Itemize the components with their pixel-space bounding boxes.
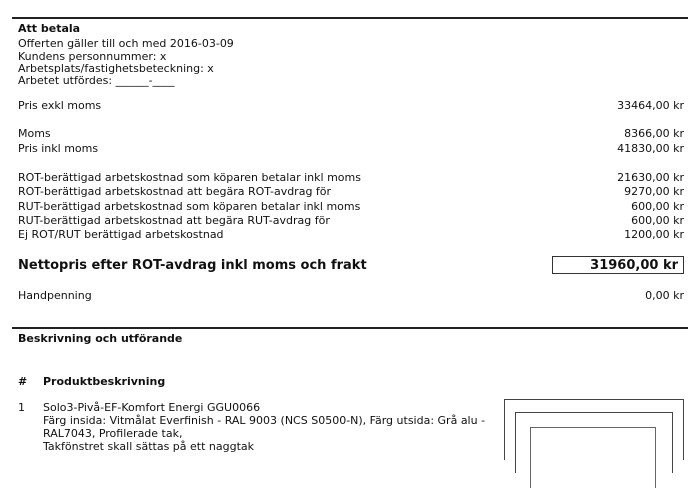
netto-total-value: 31960,00 kr: [590, 258, 678, 273]
handpenning-value: 0,00 kr: [645, 289, 684, 302]
personnummer-line: Kundens personnummer: x: [18, 50, 167, 63]
price-row-value: 9270,00 kr: [624, 185, 684, 198]
price-row-label: Pris inkl moms: [18, 142, 99, 155]
price-row-label: Moms: [18, 127, 51, 140]
price-row-value: 600,00 kr: [631, 200, 684, 213]
window-drawing-frame: [515, 412, 673, 473]
payment-heading: Att betala: [18, 22, 81, 35]
handpenning-label: Handpenning: [18, 289, 92, 302]
window-drawing-thumbnail: [504, 399, 684, 460]
price-row-label: Pris exkl moms: [18, 99, 102, 112]
col-product-header: Produktbeskrivning: [43, 375, 166, 388]
price-row-label: ROT-berättigad arbetskostnad som köparen betalar inkl moms: [18, 171, 361, 184]
price-row-value: 1200,00 kr: [624, 228, 684, 241]
price-row-label: Ej ROT/RUT berättigad arbetskostnad: [18, 228, 224, 241]
netto-total-box: [552, 256, 684, 274]
section-rule: [12, 327, 688, 329]
price-row-value: 21630,00 kr: [617, 171, 684, 184]
arbetet-utfordes-line: Arbetet utfördes: ______-____: [18, 74, 175, 87]
offer-valid-line: Offerten gäller till och med 2016-03-09: [18, 37, 234, 50]
product-line: Takfönstret skall sättas på ett naggtak: [43, 440, 255, 453]
window-drawing-pane: [530, 427, 656, 488]
product-line: RAL7043, Profilerade tak,: [43, 427, 183, 440]
description-heading: Beskrivning och utförande: [18, 332, 183, 345]
price-row-label: RUT-berättigad arbetskostnad att begära RUT-avdrag för: [18, 214, 330, 227]
product-line: Solo3-Pivå-EF-Komfort Energi GGU0066: [43, 401, 261, 414]
top-rule: [12, 17, 688, 19]
price-row-label: ROT-berättigad arbetskostnad att begära ROT-avdrag för: [18, 185, 332, 198]
price-row-value: 33464,00 kr: [617, 99, 684, 112]
col-number-header: #: [18, 375, 28, 388]
netto-label: Nettopris efter ROT-avdrag inkl moms och frakt: [18, 258, 367, 273]
product-line: Färg insida: Vitmålat Everfinish - RAL 9003 (NCS S0500-N), Färg utsida: Grå alu -: [43, 414, 486, 427]
price-row-value: 41830,00 kr: [617, 142, 684, 155]
price-row-label: RUT-berättigad arbetskostnad som köparen betalar inkl moms: [18, 200, 361, 213]
price-row-value: 600,00 kr: [631, 214, 684, 227]
item-number: 1: [18, 401, 25, 414]
price-row-value: 8366,00 kr: [624, 127, 684, 140]
fastighet-line: Arbetsplats/fastighetsbeteckning: x: [18, 62, 214, 75]
